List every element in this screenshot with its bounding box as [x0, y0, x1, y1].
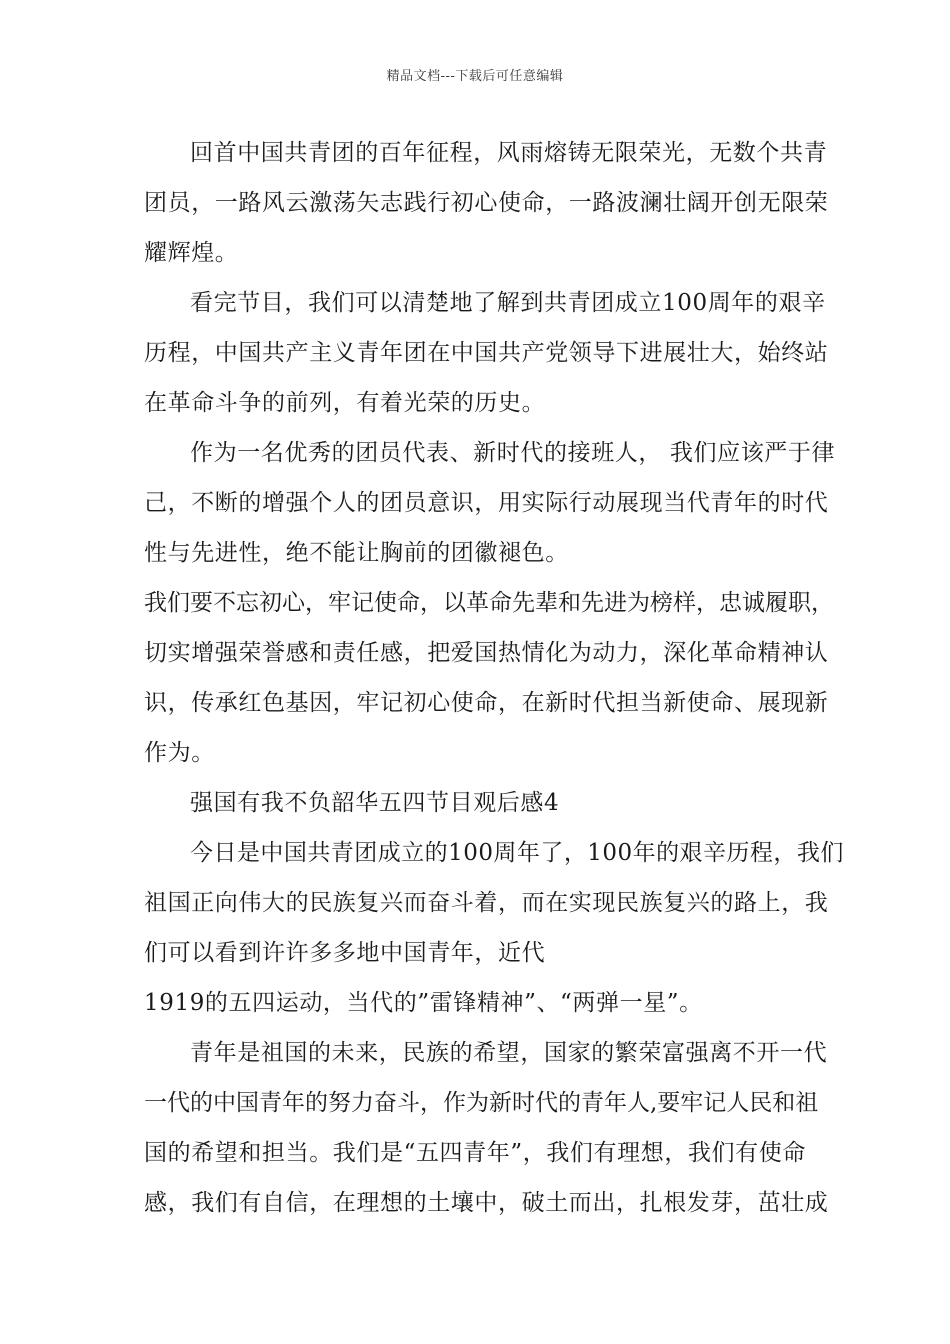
text-line: 青年是祖国的未来，民族的希望，国家的繁荣富强离不开一代	[190, 1040, 828, 1066]
text-line: 历程，中国共产主义青年团在中国共产党领导下进展壮大，始终站	[144, 340, 829, 366]
text-line: 我们要不忘初心，牢记使命，以革命先辈和先进为榜样，忠诚履职，	[144, 590, 834, 616]
text-line: 感，我们有自信，在理想的土壤中，破土而出，扎根发芽，茁壮成	[144, 1190, 829, 1216]
text-line: 一代的中国青年的努力奋斗，作为新时代的青年人,要牢记人民和祖	[144, 1090, 819, 1116]
text-line: 己，不断的增强个人的团员意识，用实际行动展现当代青年的时代	[144, 490, 829, 516]
text-line: 团员，一路风云激荡矢志践行初心使命，一路波澜壮阔开创无限荣	[144, 190, 829, 216]
text-line: 回首中国共青团的百年征程，风雨熔铸无限荣光，无数个共青	[190, 140, 828, 166]
document-body	[144, 128, 844, 1228]
text-line: 耀辉煌。	[144, 240, 239, 266]
text-line: 性与先进性，绝不能让胸前的团徽褪色。	[144, 540, 569, 566]
text-line: 作为。	[144, 740, 215, 766]
section-heading: 强国有我不负韶华五四节目观后感4	[190, 790, 560, 816]
text-line: 们可以看到许许多多地中国青年，近代	[144, 940, 546, 966]
text-line: 在革命斗争的前列，有着光荣的历史。	[144, 390, 546, 416]
text-line: 切实增强荣誉感和责任感，把爱国热情化为动力，深化革命精神认	[144, 640, 829, 666]
page-header: 精品文档---下载后可任意编辑	[386, 69, 564, 84]
text-line: 祖国正向伟大的民族复兴而奋斗着，而在实现民族复兴的路上，我	[144, 890, 829, 916]
text-line: 作为一名优秀的团员代表、新时代的接班人， 我们应该严于律	[190, 440, 836, 466]
text-line: 识，传承红色基因，牢记初心使命，在新时代担当新使命、展现新	[144, 690, 829, 716]
text-line: 今日是中国共青团成立的100周年了，100年的艰辛历程，我们	[190, 840, 844, 866]
text-line: 1919的五四运动，当代的”雷锋精神”、“两弹一星”。	[144, 990, 703, 1016]
text-line: 看完节目，我们可以清楚地了解到共青团成立100周年的艰辛	[190, 290, 826, 316]
text-line: 国的希望和担当。我们是“五四青年”，我们有理想，我们有使命	[144, 1140, 806, 1166]
